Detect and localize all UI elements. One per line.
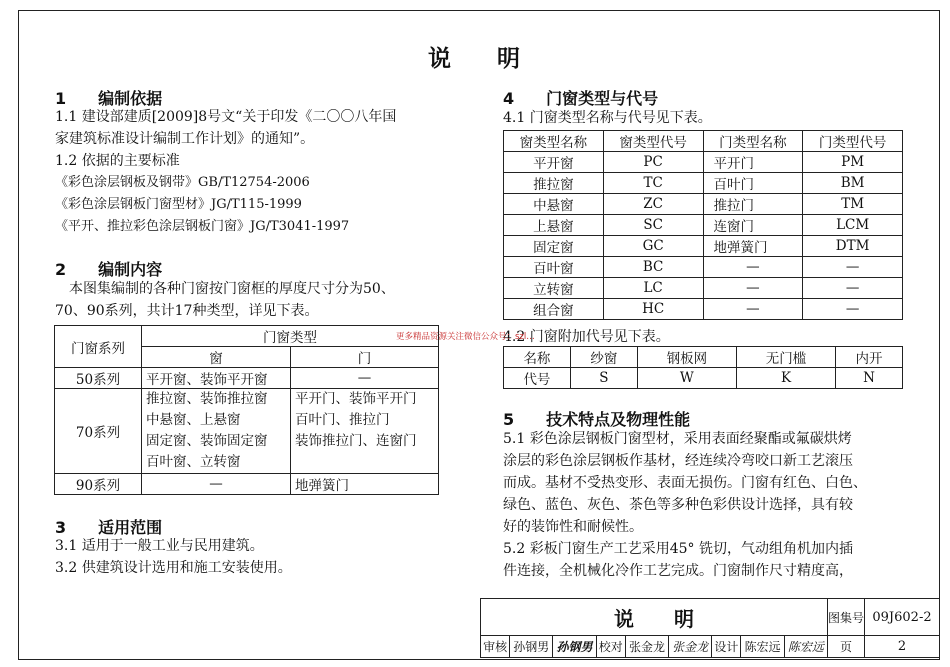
table-row xyxy=(504,152,903,173)
role-label: 审核 xyxy=(481,636,510,658)
cell-line: 装饰推拉门、连窗门 xyxy=(295,433,417,449)
table-row xyxy=(55,474,439,495)
table-cell: 地弹簧门 xyxy=(703,236,803,257)
text-line: 《彩色涂层钢板门窗型材》JG/T115-1999 xyxy=(55,197,302,212)
text-line: 《彩色涂层钢板及钢带》GB/T12754-2006 xyxy=(55,175,310,190)
table-cell: — xyxy=(142,474,291,495)
table-cell: 50系列 xyxy=(55,368,142,389)
watermark-text: 更多精品资源关注微信公众号：szl… xyxy=(396,332,535,342)
table-cell: DTM xyxy=(803,236,903,257)
signature: 陈宏远 xyxy=(784,636,827,658)
table-cell: 连窗门 xyxy=(703,215,803,236)
section-2-body xyxy=(55,278,395,322)
table-cell: 组合窗 xyxy=(504,299,604,320)
table-cell: SC xyxy=(603,215,703,236)
table-cell: HC xyxy=(603,299,703,320)
table-cell: 中悬窗 xyxy=(504,194,604,215)
section-2-heading: 2 编制内容 xyxy=(55,260,163,279)
table-cell: — xyxy=(803,257,903,278)
table-cell: — xyxy=(803,278,903,299)
table-row xyxy=(55,389,439,474)
table-cell: 推拉窗 xyxy=(504,173,604,194)
cell-line: 固定窗、装饰固定窗 xyxy=(146,433,268,449)
cell-line: 平开门、装饰平开门 xyxy=(295,391,417,407)
section-3-body xyxy=(55,535,292,579)
atlas-label: 图集号 xyxy=(827,599,864,636)
text-line: 《平开、推拉彩色涂层钢板门窗》JG/T3041-1997 xyxy=(55,219,350,234)
table-cell: 平开窗、装饰平开窗 xyxy=(142,368,291,389)
table-row xyxy=(504,368,903,389)
cell-line: 百叶窗、立转窗 xyxy=(146,454,241,470)
table-cell: LCM xyxy=(803,215,903,236)
table-row xyxy=(55,368,439,389)
text-line: 件连接，全机械化冷作工艺完成。门窗制作尺寸精度高， xyxy=(503,563,853,579)
table-header: 门类型代号 xyxy=(803,131,903,152)
table-row xyxy=(504,278,903,299)
table-cell: PM xyxy=(803,152,903,173)
table-row xyxy=(504,215,903,236)
table-cell: 平开门 xyxy=(703,152,803,173)
role-label: 设计 xyxy=(712,636,741,658)
text-line: 1.2 依据的主要标准 xyxy=(55,153,180,169)
table-cell: GC xyxy=(603,236,703,257)
table-row xyxy=(504,173,903,194)
table-cell: LC xyxy=(603,278,703,299)
table-header: 门 xyxy=(291,347,439,368)
page-label: 页 xyxy=(827,636,864,658)
table-cell: 70系列 xyxy=(55,389,142,474)
table-cell: 立转窗 xyxy=(504,278,604,299)
title-block-title: 说 明 xyxy=(481,599,828,636)
table-row xyxy=(504,257,903,278)
signature: 张金龙 xyxy=(669,636,712,658)
table-cell: W xyxy=(637,368,736,389)
table-header: 窗类型代号 xyxy=(603,131,703,152)
table-header: 门窗类型 xyxy=(142,326,439,347)
table-cell: PC xyxy=(603,152,703,173)
text-line: 家建筑标准设计编制工作计划》的通知”。 xyxy=(55,131,315,147)
table-cell: — xyxy=(703,278,803,299)
table-cell: 平开窗 xyxy=(504,152,604,173)
table-cell: S xyxy=(570,368,637,389)
table-cell: — xyxy=(703,257,803,278)
table-cell: 代号 xyxy=(504,368,571,389)
text-line: 而成。基材不受热变形、表面无损伤。门窗有红色、白色、 xyxy=(503,475,867,491)
table-cell: TM xyxy=(803,194,903,215)
section-1-heading: 1 编制依据 xyxy=(55,89,163,108)
table-cell xyxy=(291,389,439,474)
table-header: 无门槛 xyxy=(736,347,835,368)
table-header: 内开 xyxy=(836,347,903,368)
table-cell: K xyxy=(736,368,835,389)
table-header: 门类型名称 xyxy=(703,131,803,152)
text-line: 1.1 建设部建质[2009]8号文“关于印发《二〇〇八年国 xyxy=(55,109,397,125)
table-header: 纱窗 xyxy=(570,347,637,368)
section-3-heading: 3 适用范围 xyxy=(55,518,163,537)
table-cell: — xyxy=(803,299,903,320)
table-cell: 推拉门 xyxy=(703,194,803,215)
text-line: 3.2 供建筑设计选用和施工安装使用。 xyxy=(55,560,292,576)
section-5-body xyxy=(503,428,867,582)
table-header: 窗 xyxy=(142,347,291,368)
table-cell: — xyxy=(291,368,439,389)
page-value: 2 xyxy=(865,636,940,658)
series-table xyxy=(54,325,439,495)
table-cell xyxy=(142,389,291,474)
section-4-line-2: 4.2 门窗附加代号见下表。 xyxy=(503,329,670,345)
role-label: 校对 xyxy=(596,636,625,658)
role-name: 张金龙 xyxy=(625,636,668,658)
table-header: 门窗系列 xyxy=(55,326,142,368)
text-line: 涂层的彩色涂层钢板作基材，经连续冷弯咬口新工艺滚压 xyxy=(503,453,853,469)
table-cell: 上悬窗 xyxy=(504,215,604,236)
table-cell: 地弹簧门 xyxy=(291,474,439,495)
type-code-table xyxy=(503,130,903,320)
section-4-line-1: 4.1 门窗类型名称与代号见下表。 xyxy=(503,110,712,126)
table-header: 窗类型名称 xyxy=(504,131,604,152)
role-name: 孙钢男 xyxy=(510,636,553,658)
table-cell: N xyxy=(836,368,903,389)
table-cell: TC xyxy=(603,173,703,194)
table-row xyxy=(504,347,903,368)
text-line: 本图集编制的各种门窗按门窗框的厚度尺寸分为50、 xyxy=(55,281,395,297)
cell-line: 中悬窗、上悬窗 xyxy=(146,412,241,428)
text-line: 5.1 彩色涂层钢板门窗型材，采用表面经聚酯或氟碳烘烤 xyxy=(503,431,852,447)
text-line: 3.1 适用于一般工业与民用建筑。 xyxy=(55,538,264,554)
table-cell: 百叶窗 xyxy=(504,257,604,278)
table-cell: — xyxy=(703,299,803,320)
section-4-heading: 4 门窗类型与代号 xyxy=(503,89,659,108)
role-name: 陈宏远 xyxy=(741,636,784,658)
text-line: 5.2 彩板门窗生产工艺采用45° 铣切，气动组角机加内插 xyxy=(503,541,853,557)
text-line: 好的装饰性和耐候性。 xyxy=(503,519,643,535)
title-block xyxy=(480,598,940,658)
section-1-body xyxy=(55,106,396,238)
table-row xyxy=(504,299,903,320)
page-title: 说 明 xyxy=(428,45,520,72)
table-cell: 百叶门 xyxy=(703,173,803,194)
table-row xyxy=(504,236,903,257)
table-header: 钢板网 xyxy=(637,347,736,368)
cell-line: 百叶门、推拉门 xyxy=(295,412,390,428)
table-cell: BM xyxy=(803,173,903,194)
cell-line: 推拉窗、装饰推拉窗 xyxy=(146,391,268,407)
additional-code-table xyxy=(503,346,903,389)
table-cell: 90系列 xyxy=(55,474,142,495)
table-row xyxy=(504,194,903,215)
text-line: 70、90系列，共计17种类型，详见下表。 xyxy=(55,303,319,319)
text-line: 绿色、蓝色、灰色、茶色等多种色彩供设计选择，具有较 xyxy=(503,497,853,513)
section-5-heading: 5 技术特点及物理性能 xyxy=(503,410,691,429)
atlas-value: 09J602-2 xyxy=(865,599,940,636)
signature: 孙钢男 xyxy=(553,636,596,658)
table-cell: 固定窗 xyxy=(504,236,604,257)
table-header: 名称 xyxy=(504,347,571,368)
table-cell: BC xyxy=(603,257,703,278)
table-cell: ZC xyxy=(603,194,703,215)
